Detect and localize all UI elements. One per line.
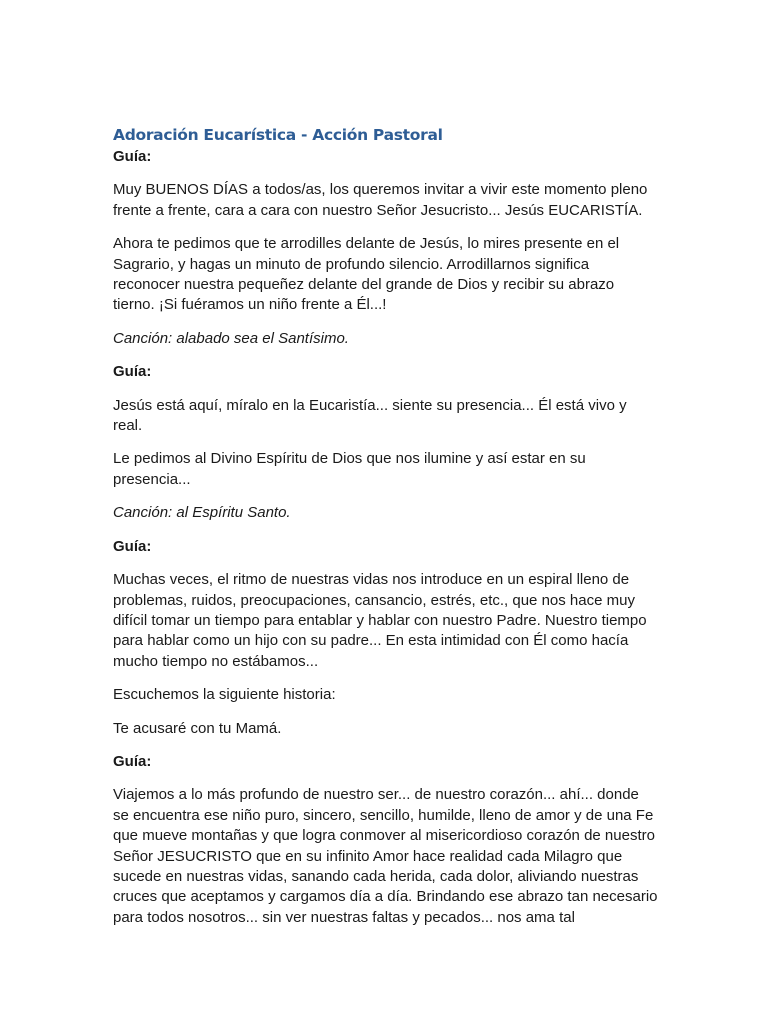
body-paragraph: Viajemos a lo más profundo de nuestro ser... de nuestro corazón... ahí... donde se encuentra ese niño puro, sincero, sencillo, humilde, lleno de amor y de una Fe que mueve montañas y que logra conmover al misericordioso corazón de nuestro Señor JESUCRISTO que en su infinito Amor hace realidad cada Milagro que sucede en nuestras vidas, sanando cada herida, cada dolor, aliviando nuestras cruces que aceptamos y cargamos día a día. Brindando ese abrazo tan necesario para todos nosotros... sin ver nuestras faltas y pecados... nos ama tal (113, 786, 658, 926)
speaker-label-guia: Guía: (113, 148, 152, 165)
song-cue: Canción: al Espíritu Santo. (113, 504, 291, 522)
speaker-label-guia: Guía: (113, 752, 152, 770)
body-paragraph: Muy BUENOS DÍAS a todos/as, los queremos invitar a vivir este momento pleno frente a frente, cara a cara con nuestro Señor Jesucristo... Jesús EUCARISTÍA. (113, 181, 648, 219)
document-body (113, 147, 658, 928)
body-paragraph: Jesús está aquí, míralo en la Eucaristía... siente su presencia... Él está vivo y real. (113, 396, 627, 435)
body-paragraph: Escuchemos la siguiente historia: (113, 686, 336, 704)
body-paragraph: Le pedimos al Divino Espíritu de Dios que nos ilumine y así estar en su presencia... (113, 450, 586, 488)
document-page (113, 123, 658, 941)
body-paragraph: Te acusaré con tu Mamá. (113, 719, 282, 737)
body-paragraph: Muchas veces, el ritmo de nuestras vidas nos introduce en un espiral lleno de problemas, ruidos, preocupaciones, cansancio, estrés, etc., que nos hace muy difícil tomar un tiempo para entablar y hablar con nuestro Padre. Nuestro tiempo para hablar como un hijo con su padre... En esta intimidad con Él como hacía mucho tiempo no estábamos... (113, 571, 647, 670)
song-cue: Canción: alabado sea el Santísimo. (113, 329, 349, 347)
speaker-label-guia: Guía: (113, 363, 152, 381)
speaker-label-guia: Guía: (113, 537, 152, 555)
document-title: Adoración Eucarística - Acción Pastoral (113, 126, 443, 144)
body-paragraph: Ahora te pedimos que te arrodilles delante de Jesús, lo mires presente en el Sagrario, y hagas un minuto de profundo silencio. Arrodillarnos significa reconocer nuestra pequeñez delante del grande de Dios y recibir su abrazo tierno. ¡Si fuéramos un niño frente a Él...! (113, 235, 620, 314)
